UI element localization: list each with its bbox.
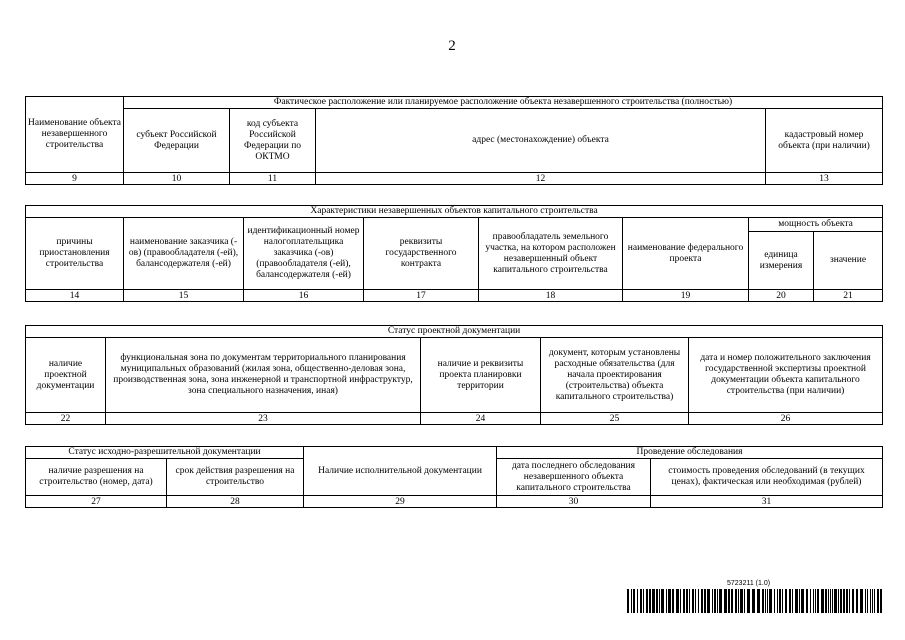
col-number: 30	[497, 496, 651, 508]
col-header-unit: единица измерения	[749, 232, 814, 290]
col-header-name: Наименование объекта незавершенного строительства	[26, 97, 124, 173]
col-header-zone: функциональная зона по документам территориального планирования муниципальных образований (жилая зона, общественно-деловая зона, производственная зона, зона инженерной и транспортной инфраструктур, зона специального назначения, иная)	[106, 338, 421, 413]
col-number: 25	[541, 413, 689, 425]
group-header-survey: Проведение обследования	[497, 447, 883, 459]
group-header-capacity: мощность объекта	[749, 218, 883, 232]
col-number: 27	[26, 496, 167, 508]
location-table	[25, 96, 883, 185]
group-header-location: Фактическое расположение или планируемое расположение объекта незавершенного строительства (полностью)	[124, 97, 883, 109]
col-header-document: документ, которым установлены расходные обязательства (для начала проектирования (строительства) объекта капитального строительства)	[541, 338, 689, 413]
col-header-landowner: правообладатель земельного участка, на котором расположен незавершенный объект капитального строительства	[479, 218, 623, 290]
col-header-term: срок действия разрешения на строительство	[167, 459, 304, 496]
col-number: 14	[26, 290, 124, 302]
col-header-subject: субъект Российской Федерации	[124, 109, 230, 173]
col-header-survey-cost: стоимость проведения обследований (в текущих ценах), фактическая или необходимая (рублей)	[651, 459, 883, 496]
col-number: 9	[26, 173, 124, 185]
col-header-customer: наименование заказчика (-ов) (правообладателя (-ей), балансодержателя (-ей)	[124, 218, 244, 290]
col-number: 18	[479, 290, 623, 302]
col-number: 29	[304, 496, 497, 508]
col-header-expertise: дата и номер положительного заключения государственной экспертизы проектной документации объекта капитального строительства (при наличии)	[689, 338, 883, 413]
col-number: 21	[814, 290, 883, 302]
col-number: 22	[26, 413, 106, 425]
col-header-presence: наличие проектной документации	[26, 338, 106, 413]
col-number: 10	[124, 173, 230, 185]
col-header-planning: наличие и реквизиты проекта планировки территории	[421, 338, 541, 413]
col-number: 26	[689, 413, 883, 425]
col-header-survey-date: дата последнего обследования незавершенного объекта капитального строительства	[497, 459, 651, 496]
col-number: 17	[364, 290, 479, 302]
group-header-characteristics: Характеристики незавершенных объектов капитального строительства	[26, 206, 883, 218]
col-header-executive: Наличие исполнительной документации	[304, 447, 497, 496]
project-docs-table	[25, 325, 883, 425]
permit-survey-table	[25, 446, 883, 508]
col-number: 16	[244, 290, 364, 302]
col-number: 13	[766, 173, 883, 185]
col-header-inn: идентификационный номер налогоплательщика заказчика (-ов) (правообладателя (-ей), балансодержателя (-ей)	[244, 218, 364, 290]
group-header-project-docs: Статус проектной документации	[26, 326, 883, 338]
col-header-project: наименование федерального проекта	[623, 218, 749, 290]
col-number: 24	[421, 413, 541, 425]
col-header-value: значение	[814, 232, 883, 290]
col-number: 20	[749, 290, 814, 302]
col-number: 28	[167, 496, 304, 508]
col-header-permit: наличие разрешения на строительство (номер, дата)	[26, 459, 167, 496]
col-header-oktmo: код субъекта Российской Федерации по ОКТМО	[230, 109, 316, 173]
col-header-cadastral: кадастровый номер объекта (при наличии)	[766, 109, 883, 173]
characteristics-table	[25, 205, 883, 302]
col-number: 31	[651, 496, 883, 508]
col-number: 12	[316, 173, 766, 185]
barcode-caption: 5723211 (1.0)	[727, 580, 771, 587]
col-number: 19	[623, 290, 749, 302]
col-number: 23	[106, 413, 421, 425]
barcode-icon	[627, 589, 883, 613]
col-header-reasons: причины приостановления строительства	[26, 218, 124, 290]
page-number: 2	[448, 38, 456, 54]
group-header-permit: Статус исходно-разрешительной документации	[26, 447, 304, 459]
col-number: 11	[230, 173, 316, 185]
col-header-contract: реквизиты государственного контракта	[364, 218, 479, 290]
col-number: 15	[124, 290, 244, 302]
col-header-address: адрес (местонахождение) объекта	[316, 109, 766, 173]
